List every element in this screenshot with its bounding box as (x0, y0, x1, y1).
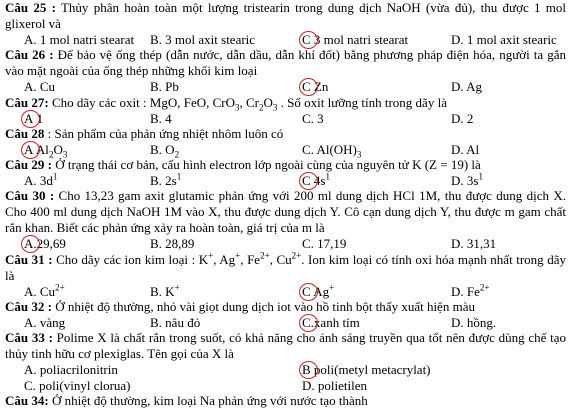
question-stem-q33 (5, 330, 566, 362)
option-q28-3[interactable] (302, 142, 361, 158)
option-q28-2[interactable] (150, 142, 179, 158)
question-stem-q28 (5, 126, 566, 142)
option-key: B. (150, 315, 162, 330)
option-key: B. (150, 79, 162, 94)
option-key: A. (24, 173, 37, 188)
option-text: Cu (36, 79, 56, 94)
question-number: Câu 31 : (5, 252, 53, 267)
option-text: 1 (33, 111, 44, 126)
option-key: D. (451, 236, 464, 251)
option-q27-3[interactable] (302, 111, 324, 127)
option-q25-1[interactable] (24, 32, 134, 48)
option-q30-3[interactable] (302, 236, 346, 252)
option-q30-1[interactable] (24, 236, 66, 252)
option-text: xanh tím (313, 315, 360, 330)
option-q29-1[interactable] (24, 173, 57, 189)
option-key: B. (150, 142, 162, 157)
selected-answer-circle: C (302, 32, 311, 47)
option-text: $2s^1$ (161, 171, 182, 188)
option-text: Al (463, 142, 480, 157)
option-q25-4[interactable] (451, 32, 557, 48)
option-text: Pb (161, 79, 179, 94)
option-text: poli(vinyl clorua) (35, 378, 131, 393)
selected-answer-circle: C (302, 173, 311, 188)
question-stem-q27 (5, 95, 566, 111)
option-key: D. (451, 111, 464, 126)
option-q27-4[interactable] (451, 111, 473, 127)
option-text: poliacrilonitrin (36, 362, 118, 377)
option-key: C. (302, 142, 314, 157)
option-text: polietilen (314, 378, 367, 393)
question-stem-q34 (5, 393, 566, 409)
question-text: : Sản phẩm của phản ứng nhiệt nhôm luôn có (44, 126, 284, 141)
option-text: 28,89 (161, 236, 195, 251)
selected-answer-circle: B (302, 362, 311, 377)
option-q32-3[interactable] (302, 315, 360, 331)
option-q29-4[interactable] (451, 173, 483, 189)
option-key: D. (451, 284, 464, 299)
option-text: $3d^1$ (36, 171, 58, 188)
question-number: Câu 34: (5, 393, 49, 408)
selected-answer-circle: C (302, 79, 311, 94)
question-number: Câu 32 : (5, 299, 52, 314)
option-key: C. (24, 378, 36, 393)
selected-answer-circle: A (24, 111, 34, 126)
option-text: 3 mol natri stearat (310, 32, 409, 47)
option-text: K+ (161, 282, 180, 299)
option-q26-1[interactable] (24, 79, 55, 95)
option-text: 1 mol axit stearic (463, 32, 557, 47)
question-number: Câu 29 : (5, 157, 52, 172)
question-number: Câu 25 : (5, 0, 56, 15)
option-text: $Cu^{2+}$ (36, 282, 65, 299)
option-key: A. (24, 32, 37, 47)
question-text: Ở trạng thái cơ bản, cấu hình electron lớp ngoài cùng của nguyên tử K (Z = 19) là (51, 157, 481, 172)
option-q27-1[interactable] (24, 111, 43, 127)
option-text: $3s^1$ (463, 171, 483, 188)
question-number: Câu 26 : (5, 47, 54, 62)
question-number: Câu 33 : (5, 330, 53, 345)
option-key: A. (24, 362, 37, 377)
option-key: D. (451, 79, 464, 94)
question-stem-q32 (5, 299, 566, 315)
option-key: C. (302, 236, 314, 251)
question-text: Cho 13,23 gam axit glutamic phản ứng với 200 ml dung dịch HCl 1M, thu được dung dịch X. Cho 400 ml dung dịch NaOH 1M vào X, thu được dung dịch Y. Cô cạn dung dịch Y, thu được m gam chất rắn khan. Biết các phản ứng xảy ra hoàn toàn, giá trị của m là (5, 188, 566, 235)
selected-answer-circle: C (302, 284, 311, 299)
option-q32-2[interactable] (150, 315, 200, 331)
option-q29-2[interactable] (150, 173, 181, 189)
question-stem-q29 (5, 157, 566, 173)
option-q31-2[interactable] (150, 284, 180, 300)
option-q28-4[interactable] (451, 142, 479, 158)
option-key: B. (150, 284, 162, 299)
question-stem-q30 (5, 188, 566, 236)
option-q26-3[interactable] (302, 79, 328, 95)
question-text: Cho dãy các oxit : MgO, FeO, CrO$_3$, $Cr_2O_3$ . Số oxit lưỡng tính trong dãy là (48, 95, 447, 113)
option-text: 17,19 (313, 236, 347, 251)
question-text: Để bảo vệ ống thép (dẫn nước, dẫn dầu, dẫn khí đốt) bằng phương pháp điện hóa, người ta gắn vào mặt ngoài của ống thép những khối kim loại (5, 47, 566, 78)
option-text: vàng (36, 315, 66, 330)
option-q25-3[interactable] (302, 32, 408, 48)
selected-answer-circle: A (24, 142, 34, 157)
question-text: Polime X là chất rắn trong suốt, có khả năng cho ánh sáng truyền qua tốt nên được dùng chế tạo thủy tinh hữu cơ plexiglas. Tên gọi của X là (5, 330, 567, 361)
option-text: $Al_2O_3$ (33, 142, 68, 160)
option-key: B. (150, 173, 162, 188)
question-text: Thủy phân hoàn toàn một lượng tristearin trong dung dịch NaOH (vừa đủ), thu được 1 mol glixerol và (5, 0, 566, 31)
option-text: $4s^1$ (310, 171, 330, 188)
question-text: Ở nhiệt độ thường, kim loại Na phản ứng với nước tạo thành (48, 393, 368, 408)
option-q31-3[interactable] (302, 284, 334, 300)
option-key: A. (24, 79, 37, 94)
option-q33-4[interactable] (302, 378, 367, 394)
option-key: A. (24, 284, 37, 299)
option-text: Zn (310, 79, 329, 94)
option-q27-2[interactable] (150, 111, 172, 127)
option-text: $O_2$ (161, 142, 180, 160)
option-text: Ag (463, 79, 483, 94)
option-q31-4[interactable] (451, 284, 489, 300)
option-key: D. (451, 32, 464, 47)
option-text: poli(metyl metacrylat) (310, 362, 431, 377)
option-key: B. (150, 236, 162, 251)
option-text: 3 (313, 111, 324, 126)
option-text: 29,69 (36, 236, 66, 251)
selected-answer-circle: C. (302, 315, 314, 330)
option-key: A. (24, 315, 37, 330)
option-key: D. (451, 315, 464, 330)
option-q30-2[interactable] (150, 236, 194, 252)
option-q29-3[interactable] (302, 173, 330, 189)
option-key: D. (451, 142, 464, 157)
option-q32-1[interactable] (24, 315, 65, 331)
question-stem-q31 (5, 252, 566, 284)
selected-answer-circle: A. (24, 236, 37, 251)
option-key: C. (302, 111, 314, 126)
question-stem-q25 (5, 0, 566, 32)
question-number: Câu 30 : (5, 188, 55, 203)
question-number: Câu 27: (5, 95, 49, 110)
option-text: 4 (161, 111, 172, 126)
question-number: Câu 28 (5, 126, 45, 141)
option-text: $Fe^{2+}$ (463, 282, 490, 299)
option-q26-2[interactable] (150, 79, 179, 95)
option-text: hồng. (463, 315, 497, 330)
question-text: Cho dãy các ion kim loại : K+, Ag+, $Fe^{2+}$, $Cu^{2+}$. Ion kim loại có tính oxi hóa mạnh nhất trong dãy là (5, 250, 567, 283)
option-q26-4[interactable] (451, 79, 482, 95)
option-key: B. (150, 111, 162, 126)
option-q33-1[interactable] (24, 362, 118, 378)
option-q32-4[interactable] (451, 315, 496, 331)
option-text: nâu đỏ (161, 315, 201, 330)
question-text: Ở nhiệt độ thường, nhỏ vài giọt dung dịch iot vào hồ tinh bột thấy xuất hiện màu (51, 299, 475, 314)
option-text: $Al(OH)_3$ (313, 142, 362, 160)
option-q33-3[interactable] (24, 378, 131, 394)
question-stem-q26 (5, 47, 566, 79)
option-key: D. (302, 378, 315, 393)
option-text: 3 mol axit stearic (161, 32, 256, 47)
option-q31-1[interactable] (24, 284, 65, 300)
option-text: Ag+ (310, 282, 335, 299)
option-q33-2[interactable] (302, 362, 431, 378)
option-text: 31,31 (463, 236, 497, 251)
option-q25-2[interactable] (150, 32, 255, 48)
option-text: 1 mol natri stearat (36, 32, 135, 47)
option-text: 2 (463, 111, 474, 126)
option-q30-4[interactable] (451, 236, 496, 252)
option-key: B. (150, 32, 162, 47)
option-key: D. (451, 173, 464, 188)
option-q28-1[interactable] (24, 142, 67, 158)
